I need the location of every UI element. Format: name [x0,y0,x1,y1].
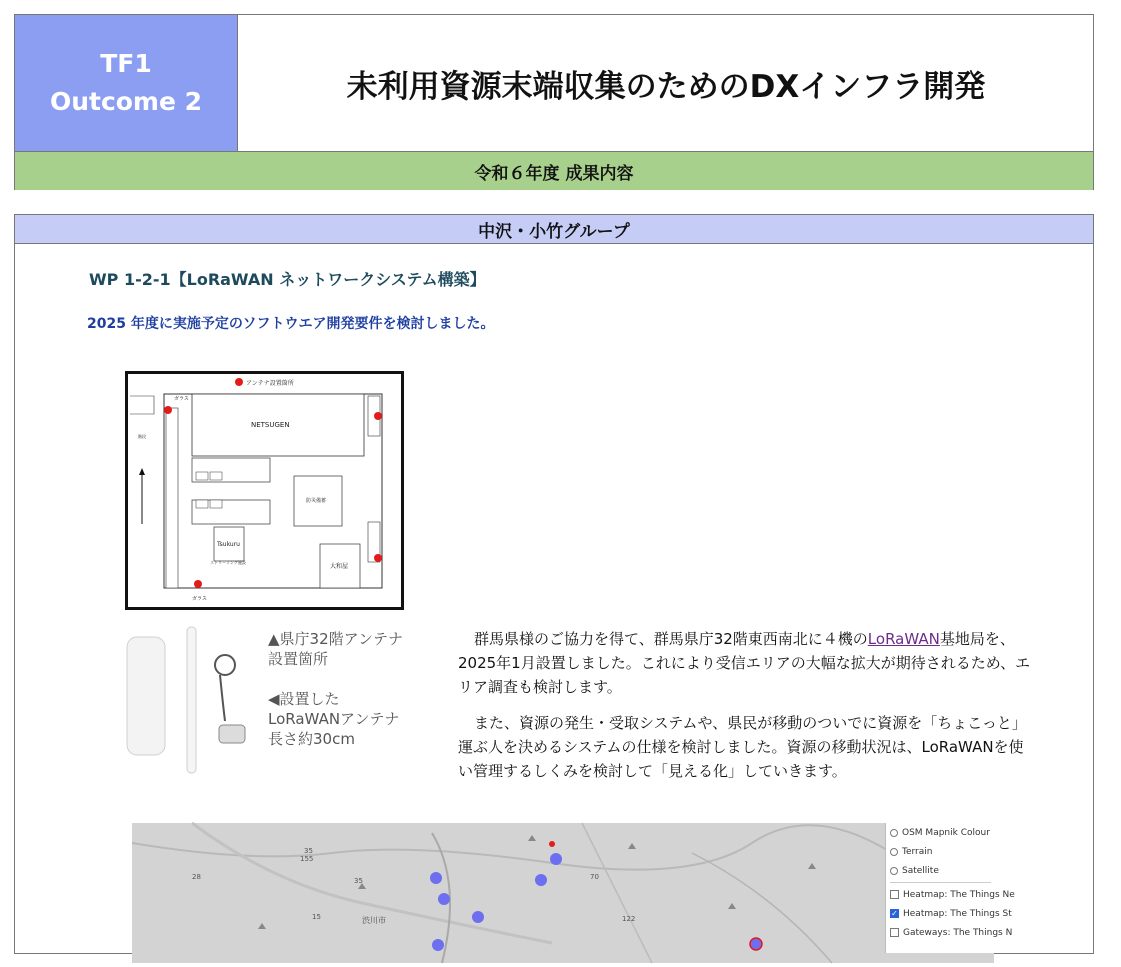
outcome-label: Outcome 2 [49,87,203,116]
gateway-dot[interactable] [472,911,484,923]
gateway-dot[interactable] [432,939,444,951]
glass-label-top: ガラス [174,396,189,402]
caption-line: 設置箇所 [268,650,329,668]
map-label: 122 [622,915,636,923]
map-label: 35 [304,847,313,855]
antenna-caption [268,629,403,749]
antenna-marker-icon [194,580,202,588]
gateway-marker[interactable] [549,841,555,847]
tf-label: TF1 [100,49,152,78]
gateway-dot[interactable] [430,872,442,884]
paragraph-2: また、資源の発生・受取システムや、県民が移動のついでに資源を「ちょこっと」運ぶ人を決めるシステムの仕様を検討しました。資源の移動状況は、LoRaWANを使い管理するしくみを検討して「見える化」していきます。 [458,714,1027,780]
body-text [458,627,1038,783]
legend-marker-icon [235,378,243,386]
gateway-dot[interactable] [438,893,450,905]
map-label: 35 [354,877,363,885]
caption-line: LoRaWANアンテナ [268,710,400,728]
map-label: 70 [590,873,599,881]
layer-control-panel [885,823,1015,953]
caption-line: ◀設置した [268,690,340,708]
wp-description: 2025 年度に実施予定のソフトウエア開発要件を検討しました。 [87,316,495,332]
map-label: 155 [300,855,314,863]
radio-icon[interactable] [890,829,898,837]
caption-line: 長さ約30cm [268,730,355,748]
lorawan-link[interactable]: LoRaWAN [867,630,940,648]
floor-plan-image [125,371,404,610]
coverage-map[interactable] [132,823,1015,963]
page-title: 未利用資源末端収集のためのDXインフラ開発 [346,68,986,105]
paragraph-1: 群馬県様のご協力を得て、群馬県庁32階東西南北に４機のLoRaWAN基地局を、2025年1月設置しました。これにより受信エリアの大幅な拡大が期待されるため、エリア調査も検討します。 [458,630,1031,696]
antenna-marker-icon [374,412,382,420]
layer-toggle-gateways[interactable]: Gateways: The Things N [890,923,995,942]
radio-icon[interactable] [890,848,898,856]
room-bousai: 防災備蓄 [306,498,327,504]
gateway-dot[interactable] [550,853,562,865]
results-subtitle: 令和６年度 成果内容 [15,151,1093,190]
antenna-photo [125,625,260,775]
group-heading: 中沢・小竹グループ [15,215,1093,244]
layer-option-satellite[interactable]: Satellite [890,861,995,880]
layer-option-osm[interactable]: OSM Mapnik Colour [890,823,995,842]
room-tsukuru: Tsukuru [217,541,240,548]
caption-line: ▲県庁32階アンテナ [268,630,404,648]
antenna-marker-icon [164,406,172,414]
layer-option-terrain[interactable]: Terrain [890,842,995,861]
map-label: 渋川市 [362,916,386,925]
map-label: 28 [192,873,201,881]
checkbox-checked-icon[interactable]: ✓ [891,909,898,918]
tf-outcome-badge [15,15,238,151]
page-header [14,14,1094,190]
stair-label: 階段 [138,434,146,439]
checkbox-icon[interactable] [890,890,899,899]
room-daiwa: 大和屋 [330,563,349,570]
map-label: 15 [312,913,321,921]
radio-icon[interactable] [890,867,898,875]
glass-label-bottom: ガラス [192,596,207,602]
legend-text: アンテナ設置箇所 [246,380,294,387]
antenna-marker-icon [374,554,382,562]
room-netsugen: NETSUGEN [251,421,290,429]
wp-title: WP 1-2-1【LoRaWAN ネットワークシステム構築】 [89,270,486,289]
gateway-dot[interactable] [535,874,547,886]
layer-toggle-heatmap-st[interactable]: ✓ Heatmap: The Things St [891,908,1012,919]
group-section [14,214,1094,954]
layer-toggle-heatmap-ne[interactable]: Heatmap: The Things Ne [890,885,995,904]
gateway-dot[interactable] [750,938,762,950]
checkbox-icon[interactable] [890,928,899,937]
streaming-label: ストリーミング施設 [210,560,246,565]
